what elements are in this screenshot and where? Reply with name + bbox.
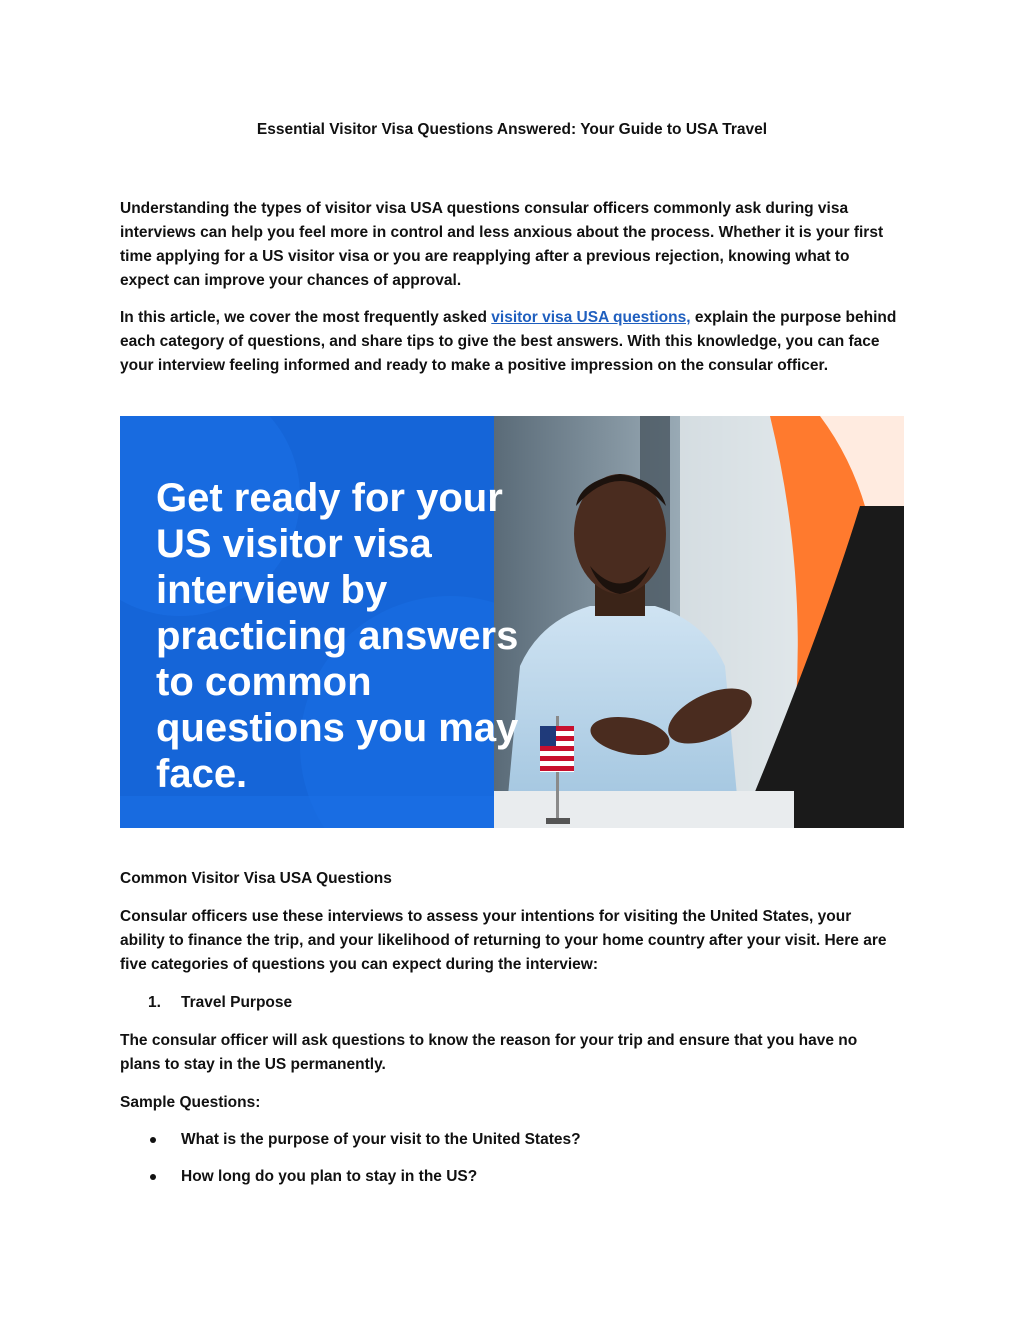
article-text-after-link: explain the purpose behind each category of questions, and share tips to give the best answers. With this knowledge, you can face your interview feeling informed and ready to make a positive impression on the consular officer.	[120, 309, 897, 374]
hero-headline-line-1: Get ready for your	[156, 476, 503, 520]
document-title: Essential Visitor Visa Questions Answered: Your Guide to USA Travel	[256, 121, 768, 138]
hero-headline-line-2: US visitor visa	[156, 522, 432, 566]
article-paragraph	[120, 306, 900, 378]
sample-question-item	[120, 1128, 900, 1152]
numbered-item-travel-purpose	[120, 991, 900, 1015]
bullet-icon	[150, 1137, 156, 1143]
hero-headline-line-3: interview by	[156, 568, 388, 612]
bullet-icon	[150, 1174, 156, 1180]
sample-question-text: What is the purpose of your visit to the United States?	[181, 1131, 581, 1148]
hero-headline-line-5: to common	[156, 660, 372, 704]
hero-headline-line-7: face.	[156, 752, 248, 796]
sample-questions-label: Sample Questions:	[120, 1094, 261, 1111]
travel-purpose-paragraph: The consular officer will ask questions to know the reason for your trip and ensure that you have no plans to stay in the US permanently.	[120, 1032, 858, 1073]
list-item-text: Travel Purpose	[181, 994, 293, 1011]
intro-paragraph: Understanding the types of visitor visa USA questions consular officers commonly ask during visa interviews can help you feel more in control and less anxious about the process. Whether it is your first time applying for a US visitor visa or you are reapplying after a previous rejection, knowing what to expect can improve your chances of approval.	[120, 200, 884, 289]
hero-headline-line-6: questions you may	[156, 706, 519, 750]
hero-image	[120, 416, 904, 828]
section-paragraph: Consular officers use these interviews to assess your intentions for visiting the United States, your ability to finance the trip, and your likelihood of returning to your home country after your visit. Here are five categories of questions you can expect during the interview:	[120, 908, 887, 973]
list-number: 1.	[148, 994, 161, 1011]
hero-headline-line-4: practicing answers	[156, 614, 519, 658]
sample-question-text: How long do you plan to stay in the US?	[181, 1168, 478, 1185]
article-text-before-link: In this article, we cover the most frequently asked	[120, 309, 492, 326]
visitor-visa-questions-link[interactable]: visitor visa USA questions,	[491, 309, 691, 326]
sample-question-item	[120, 1165, 900, 1189]
section-heading: Common Visitor Visa USA Questions	[120, 870, 392, 887]
